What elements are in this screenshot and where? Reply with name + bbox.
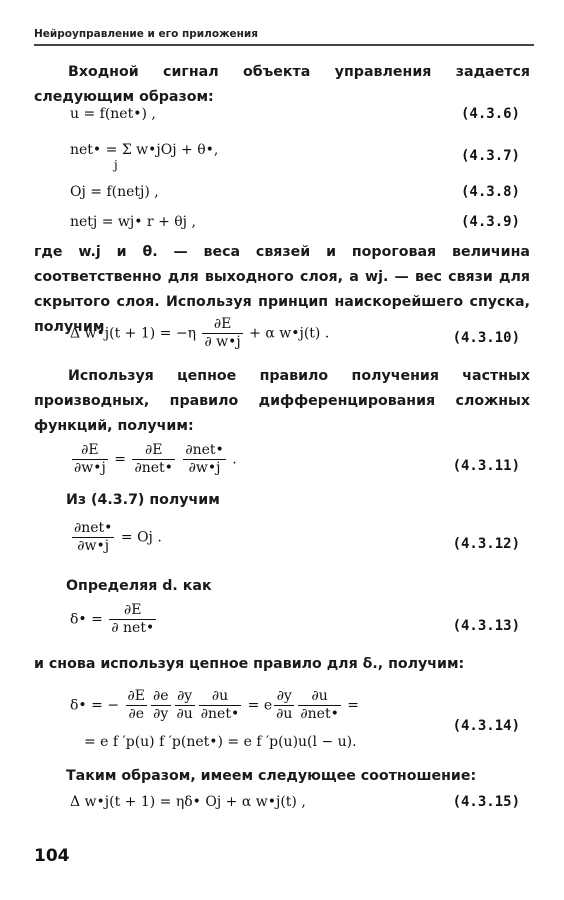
eq-4-3-14-f1-den: ∂e [128, 706, 145, 722]
eq-4-3-13-fraction [109, 602, 156, 637]
equation-number-4-3-10: (4.3.10) [452, 330, 520, 346]
equation-4-3-13 [70, 602, 158, 637]
eq-4-3-11-frac-1 [72, 442, 108, 477]
eq-4-3-11-frac-3 [183, 442, 225, 477]
chain-delta-paragraph: и снова используя цепное правило для δ., получим: [34, 656, 465, 672]
page-number: 104 [34, 846, 70, 866]
intro-paragraph: Входной сигнал объекта управления задается следующим образом: [34, 64, 530, 105]
eq-4-3-13-lhs: δ• = [70, 611, 108, 628]
eq-4-3-10-fraction [202, 316, 242, 351]
eq-4-3-14-tail: = [347, 697, 360, 714]
weights-paragraph: где w.j и θ. — веса связей и пороговая величина соответственно для выходного слоя, а wj. — вес связи для скрытого слоя. Используя принцип наискорейшего спуска, получим [34, 244, 530, 335]
chain-rule-paragraph: Используя цепное правило получения частных производных, правило дифференцирования сложных функций, получим: [34, 368, 530, 434]
eq-4-3-10-lhs: Δ w•j(t + 1) = −η [70, 325, 196, 342]
eq-4-3-12-num: ∂net• [74, 520, 113, 536]
equation-4-3-7-body: net• = Σ w•jOj + θ•, [70, 142, 219, 158]
eq-4-3-11-d1: ∂w•j [74, 460, 106, 476]
eq-4-3-12-fraction [72, 520, 114, 555]
eq-4-3-11-n1: ∂E [72, 442, 108, 460]
eq-4-3-14-f3-num: ∂y [175, 688, 195, 706]
eq-4-3-14-g2-num: ∂u [298, 688, 340, 706]
eq-4-3-14-frac-4 [199, 688, 241, 723]
eq-4-3-14-g1-den: ∂u [276, 706, 293, 722]
header-rule [34, 44, 534, 46]
equation-number-4-3-8: (4.3.8) [460, 184, 520, 200]
eq-4-3-11-frac-2 [132, 442, 174, 477]
equation-4-3-7 [70, 142, 219, 172]
equation-number-4-3-15: (4.3.15) [452, 794, 520, 810]
define-d-line: Определяя d. как [66, 578, 212, 594]
equation-4-3-6: u = f(net•) , [70, 106, 156, 122]
eq-4-3-14-lhs: δ• = − [70, 697, 120, 714]
equation-4-3-9: netj = wj• r + θj , [70, 214, 196, 230]
equation-4-3-8: Oj = f(netj) , [70, 184, 159, 200]
eq-4-3-10-rhs: + α w•j(t) . [249, 325, 330, 342]
eq-4-3-14-f1-num: ∂E [127, 688, 145, 704]
eq-4-3-14-frac-2 [151, 688, 171, 723]
eq-4-3-12-den: ∂w•j [77, 538, 110, 554]
eq-4-3-11-d3: ∂w•j [188, 460, 221, 476]
eq-4-3-14-frac-3 [175, 688, 195, 723]
eq-4-3-14-mid: = e [247, 697, 273, 714]
equation-4-3-14-line-2: = e f ′p(u) f ′p(net•) = e f ′p(u)u(l − u). [84, 734, 357, 750]
running-header: Нейроуправление и его приложения [34, 28, 258, 40]
sum-index: j [114, 158, 118, 172]
eq-4-3-14-f2-den: ∂y [153, 706, 169, 722]
eq-4-3-11-d2: ∂net• [134, 460, 173, 476]
eq-4-3-14-f4-den: ∂net• [200, 706, 240, 722]
eq-4-3-14-f4-num: ∂u [199, 688, 241, 706]
eq-4-3-13-den: ∂ net• [111, 620, 155, 636]
eq-4-3-14-g2-den: ∂net• [300, 706, 339, 722]
eq-4-3-14-g1-num: ∂y [274, 688, 294, 706]
equation-4-3-12 [70, 520, 162, 555]
equation-number-4-3-7: (4.3.7) [460, 148, 520, 164]
eq-4-3-14-frac-1 [126, 688, 147, 723]
eq-4-3-14-frac-6 [298, 688, 340, 723]
equation-4-3-15: Δ w•j(t + 1) = ηδ• Oj + α w•j(t) , [70, 794, 306, 810]
eq-4-3-11-n2: ∂E [132, 442, 174, 460]
equation-4-3-14-line-1 [70, 688, 359, 723]
equation-number-4-3-14: (4.3.14) [452, 718, 520, 734]
eq-4-3-14-f3-den: ∂u [176, 706, 193, 722]
equation-4-3-11: $\frac{\partial E}{\partial w•j}$ = $\frac{\partial E}{\text{∂net•}}$ $\frac{\text{∂net•}}{\partial w•j}$ . [74, 442, 237, 476]
thus-line: Таким образом, имеем следующее соотношение: [66, 768, 477, 784]
eq-4-3-14-f2-num: ∂e [152, 688, 169, 704]
eq-4-3-14-frac-5 [274, 688, 294, 723]
eq-4-3-11-n3: ∂net• [185, 442, 224, 458]
eq-4-3-13-num: ∂E [109, 602, 156, 620]
eq-4-3-10-num: ∂E [202, 316, 242, 334]
equation-number-4-3-13: (4.3.13) [452, 618, 520, 634]
equation-number-4-3-9: (4.3.9) [460, 214, 520, 230]
equation-number-4-3-11: (4.3.11) [452, 458, 520, 474]
equation-number-4-3-6: (4.3.6) [460, 106, 520, 122]
equation-number-4-3-12: (4.3.12) [452, 536, 520, 552]
eq-4-3-12-rhs: = Oj . [120, 529, 162, 546]
from-4-3-7-line: Из (4.3.7) получим [66, 492, 220, 508]
equation-4-3-10 [70, 316, 329, 351]
eq-4-3-10-den: ∂ w•j [204, 334, 241, 350]
